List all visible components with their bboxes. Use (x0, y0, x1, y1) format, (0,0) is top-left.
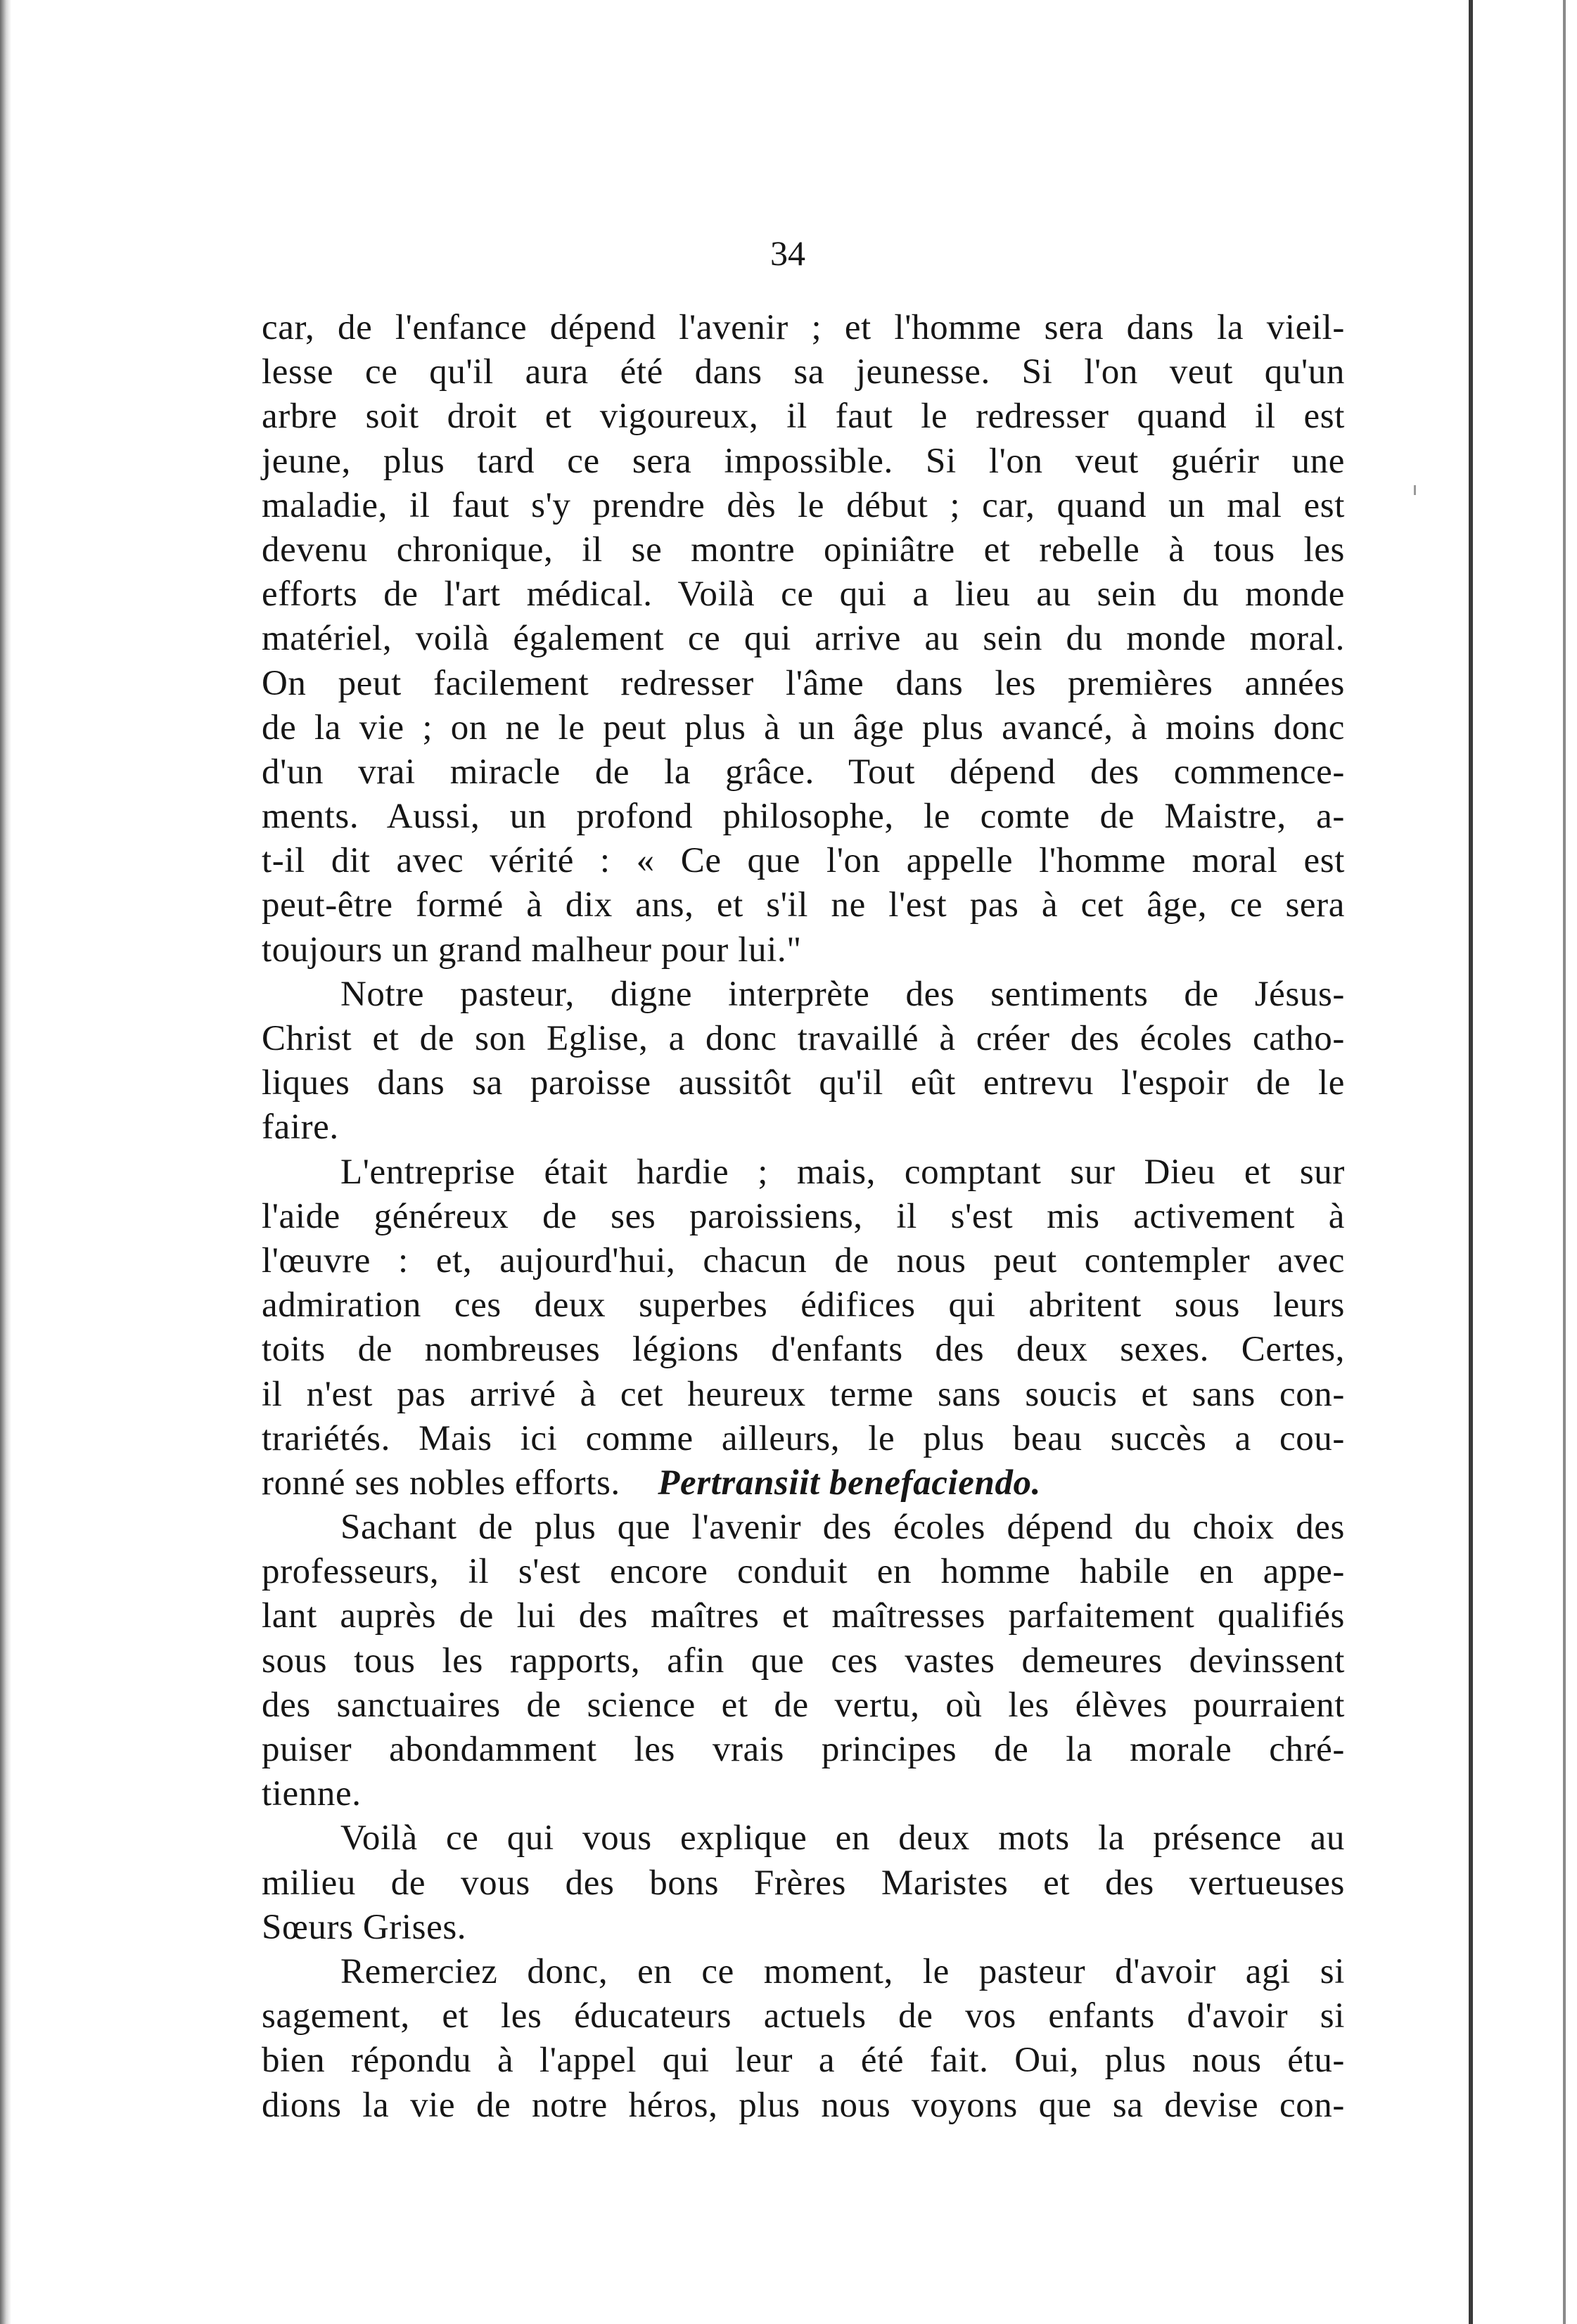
text-line-9: On peut facilement redresser l'âme dans les premières années (262, 663, 1345, 703)
text-line-34: tienne. (262, 1774, 362, 1814)
text-line-29: professeurs, il s'est encore conduit en homme habile en appe- (262, 1552, 1345, 1592)
text-line-28: Sachant de plus que l'avenir des écoles dépend du choix des (340, 1508, 1345, 1548)
text-line-40: bien répondu à l'appel qui leur a été fait. Oui, plus nous étu- (262, 2041, 1345, 2081)
text-line-10: de la vie ; on ne le peut plus à un âge plus avancé, à moins donc (262, 707, 1345, 747)
text-line-39: sagement, et les éducateurs actuels de vos enfants d'avoir si (262, 1996, 1345, 2036)
text-line-7: efforts de l'art médical. Voilà ce qui a lieu au sein du monde (262, 574, 1345, 615)
text-line-4: jeune, plus tard ce sera impossible. Si l'on veut guérir une (262, 441, 1345, 481)
text-line-22: l'œuvre : et, aujourd'hui, chacun de nous peut contempler avec (262, 1240, 1345, 1280)
scan-mark (1414, 485, 1416, 495)
page-number: 34 (770, 233, 805, 273)
scan-gutter-right (1473, 0, 1577, 2324)
text-line-8: matériel, voilà également ce qui arrive au sein du monde moral. (262, 619, 1345, 659)
scan-edge-right-outer (1563, 0, 1566, 2324)
text-line-17: Christ et de son Eglise, a donc travaillé à créer des écoles catho- (262, 1019, 1345, 1058)
text-line-41: dions la vie de notre héros, plus nous voyons que sa devise con- (262, 2085, 1345, 2125)
text-line-35: Voilà ce qui vous explique en deux mots la présence au (340, 1818, 1345, 1858)
text-line-27-text: ronné ses nobles efforts. (262, 1463, 620, 1503)
text-line-19: faire. (262, 1108, 339, 1148)
text-line-33: puiser abondamment les vrais principes de la morale chré- (262, 1730, 1345, 1769)
scan-edge-left (0, 0, 11, 2324)
text-line-16: Notre pasteur, digne interprète des sentiments de Jésus- (340, 974, 1345, 1014)
text-line-31: sous tous les rapports, afin que ces vastes demeures devinssent (262, 1641, 1345, 1681)
text-line-32: des sanctuaires de science et de vertu, où les élèves pourraient (262, 1685, 1345, 1725)
text-line-3: arbre soit droit et vigoureux, il faut le redresser quand il est (262, 397, 1345, 437)
text-line-27 (262, 1461, 1345, 1506)
text-line-38: Remerciez donc, en ce moment, le pasteur d'avoir agi si (340, 1951, 1345, 1991)
text-line-20: L'entreprise était hardie ; mais, comptant sur Dieu et sur (340, 1152, 1345, 1192)
text-line-18: liques dans sa paroisse aussitôt qu'il eût entrevu l'espoir de le (262, 1063, 1345, 1103)
text-line-30: lant auprès de lui des maîtres et maîtresses parfaitement qualifiés (262, 1596, 1345, 1636)
text-line-6: devenu chronique, il se montre opiniâtre et rebelle à tous les (262, 529, 1345, 570)
text-line-13: t-il dit avec vérité : « Ce que l'on appelle l'homme moral est (262, 841, 1345, 881)
text-line-2: lesse ce qu'il aura été dans sa jeunesse. Si l'on veut qu'un (262, 352, 1345, 392)
text-line-14: peut-être formé à dix ans, et s'il ne l'est pas à cet âge, ce sera (262, 885, 1345, 925)
text-line-21: l'aide généreux de ses paroissiens, il s'est mis activement à (262, 1196, 1345, 1236)
text-line-1: car, de l'enfance dépend l'avenir ; et l'homme sera dans la vieil- (262, 308, 1345, 347)
text-line-23: admiration ces deux superbes édifices qui abritent sous leurs (262, 1285, 1345, 1325)
text-line-25: il n'est pas arrivé à cet heureux terme sans soucis et sans con- (262, 1374, 1345, 1414)
text-line-26: trariétés. Mais ici comme ailleurs, le plus beau succès a cou- (262, 1418, 1345, 1458)
text-line-36: milieu de vous des bons Frères Maristes et des vertueuses (262, 1863, 1345, 1903)
latin-quote: Pertransiit benefaciendo. (658, 1463, 1042, 1503)
text-line-12: ments. Aussi, un profond philosophe, le comte de Maistre, a- (262, 797, 1345, 837)
text-line-5: maladie, il faut s'y prendre dès le début ; car, quand un mal est (262, 485, 1345, 525)
page-body (262, 306, 1345, 2128)
text-line-15: toujours un grand malheur pour lui." (262, 930, 802, 970)
text-line-37: Sœurs Grises. (262, 1907, 467, 1947)
text-line-11: d'un vrai miracle de la grâce. Tout dépend des commence- (262, 752, 1345, 792)
text-line-24: toits de nombreuses légions d'enfants des deux sexes. Certes, (262, 1330, 1345, 1370)
